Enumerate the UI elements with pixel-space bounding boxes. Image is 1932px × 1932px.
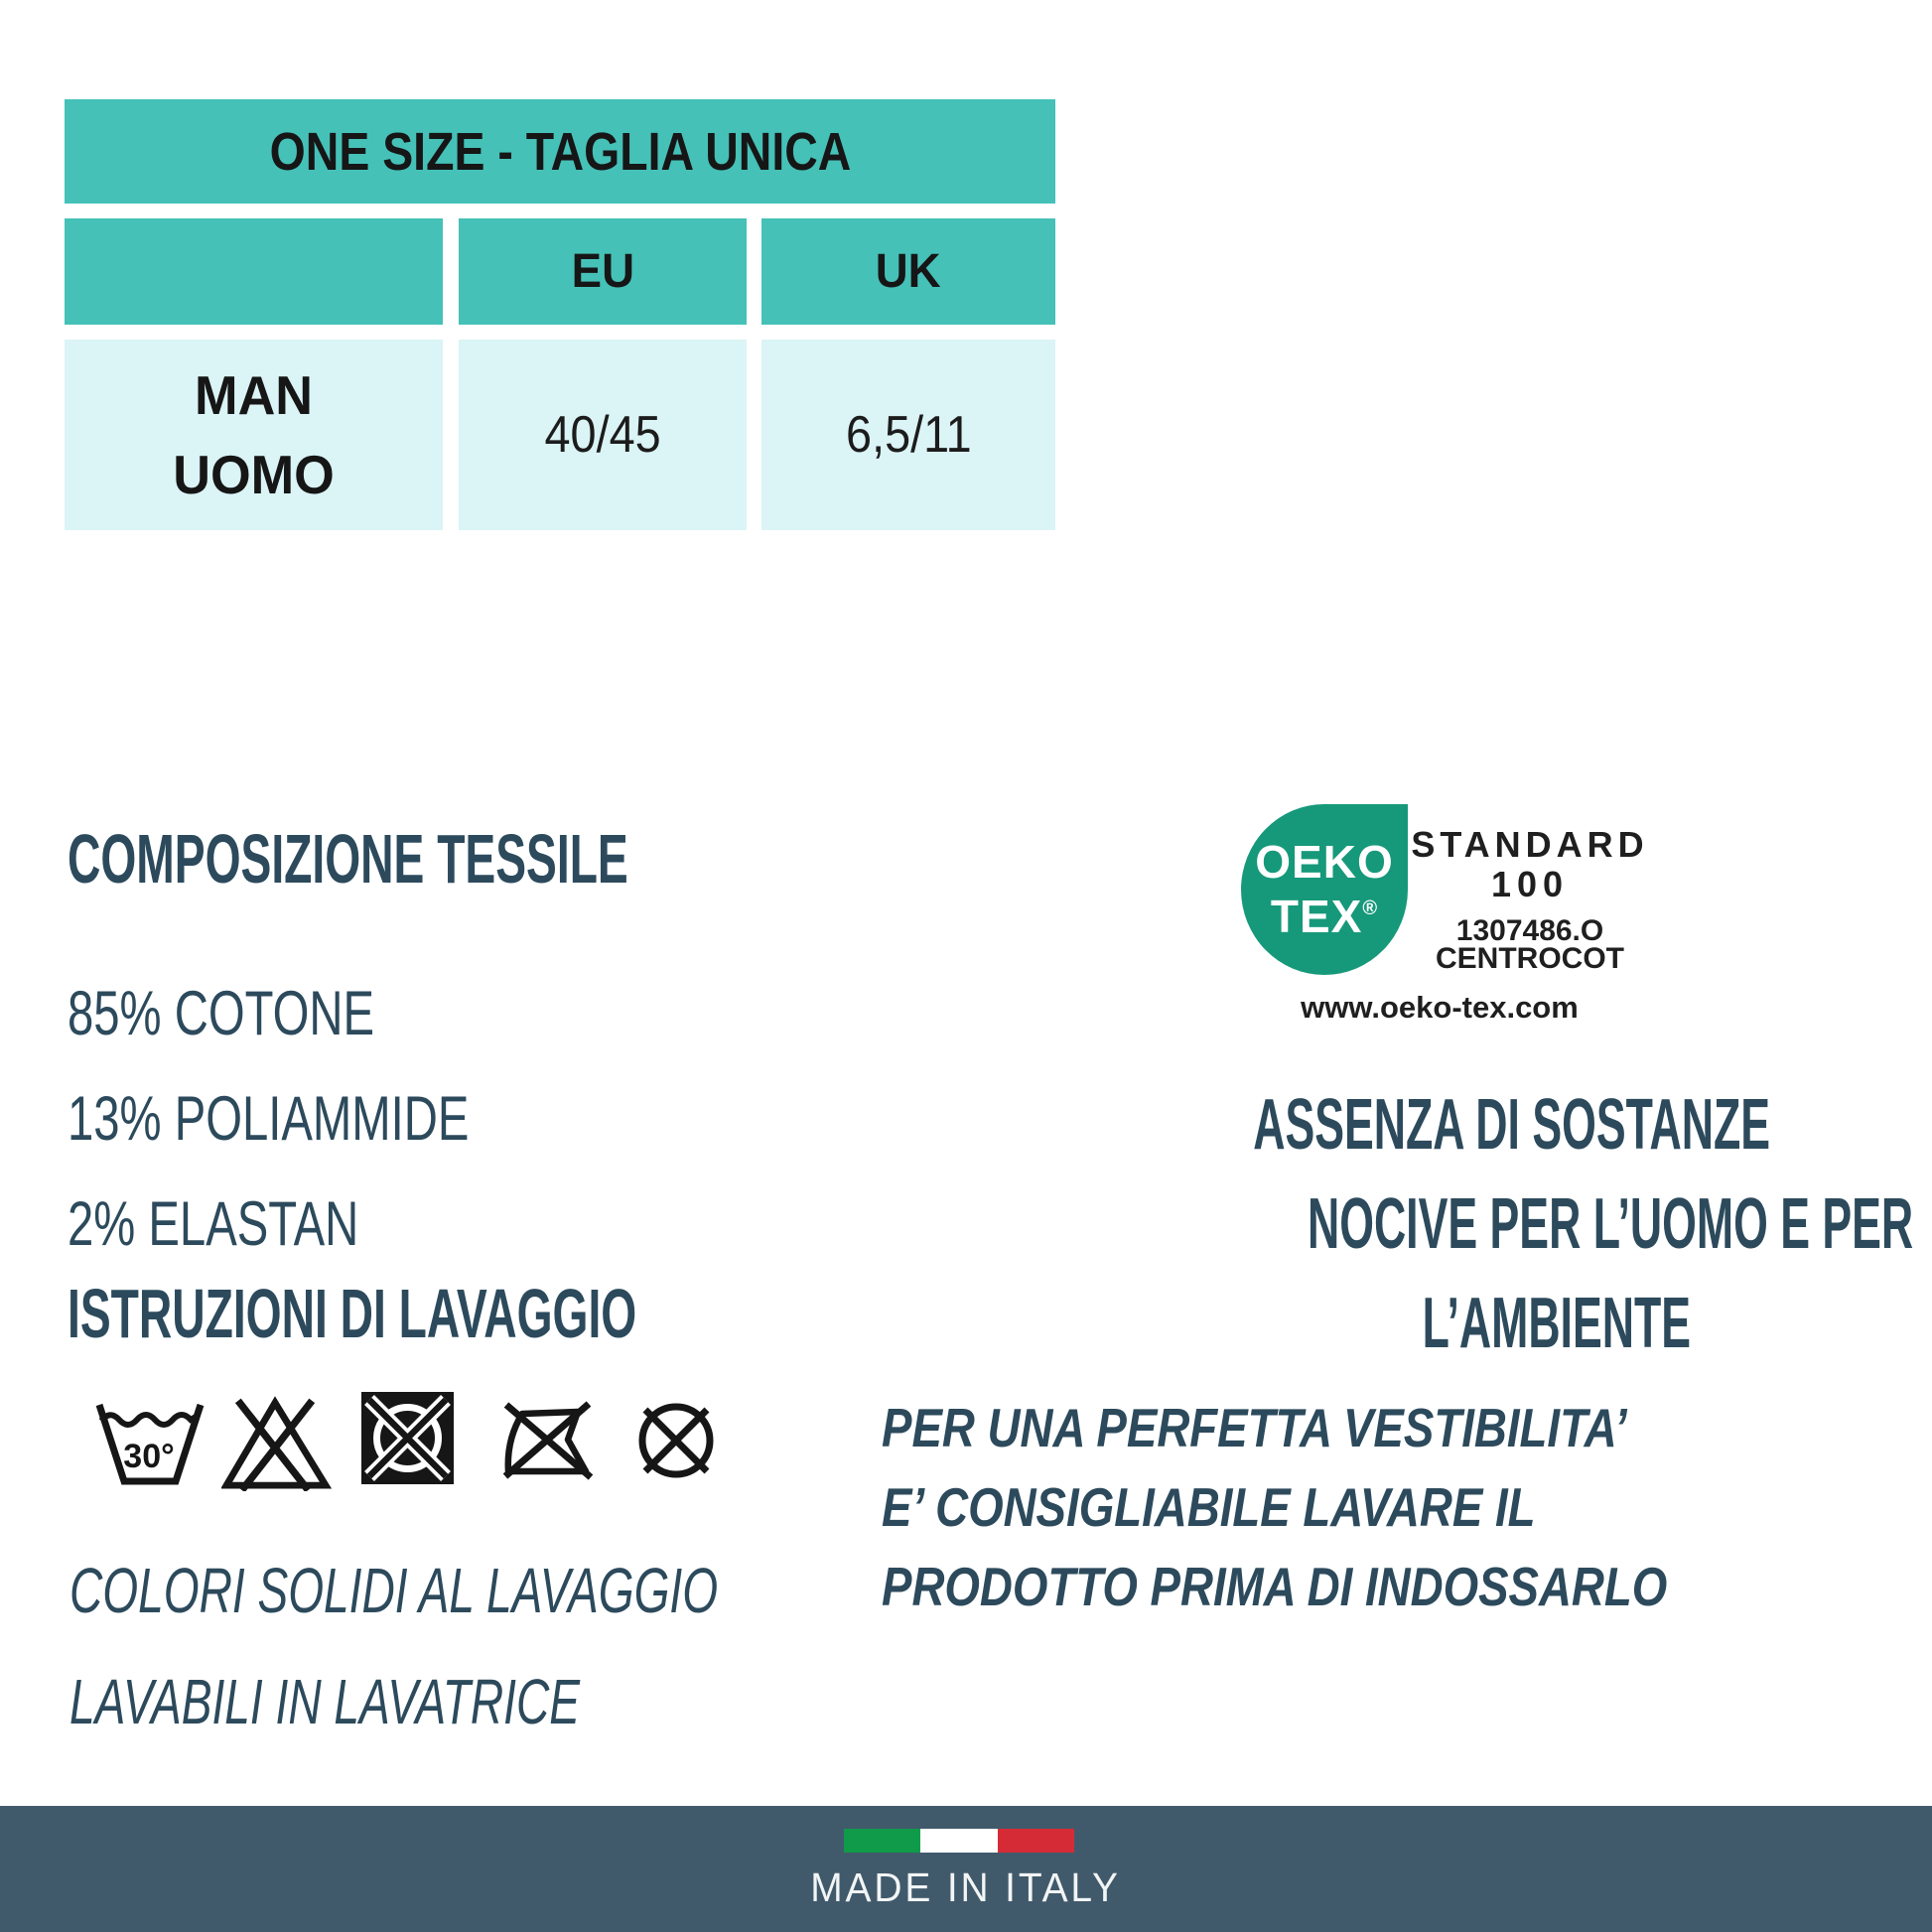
- do-not-dry-clean-icon: [631, 1398, 721, 1483]
- col-uk-label: UK: [876, 245, 941, 298]
- oeko-standard-label: STANDARD: [1411, 824, 1649, 865]
- size-table-col-eu: [459, 218, 747, 325]
- wash-30-icon: [94, 1402, 206, 1485]
- composition-title: COMPOSIZIONE TESSILE: [68, 820, 628, 897]
- registered-mark: ®: [1362, 897, 1379, 919]
- size-table-eu-value-cell: [459, 340, 747, 530]
- oeko-standard-number: 100: [1490, 864, 1570, 904]
- size-table-header-label: ONE SIZE - TAGLIA UNICA: [269, 121, 851, 182]
- do-not-bleach-icon: [221, 1396, 333, 1491]
- wash-temperature: 30°: [123, 1438, 175, 1475]
- flag-green-stripe: [844, 1829, 920, 1853]
- oeko-website: www.oeko-tex.com: [1301, 990, 1579, 1025]
- row-label: [173, 355, 335, 514]
- fit-advice-line3: PRODOTTO PRIMA DI INDOSSARLO: [882, 1556, 1668, 1617]
- size-table-row-label-cell: [65, 340, 443, 530]
- washing-note-line1: COLORI SOLIDI AL LAVAGGIO: [69, 1555, 719, 1626]
- flag-red-stripe: [998, 1829, 1074, 1853]
- oeko-tex-logo-line2: TEX®: [1270, 891, 1379, 942]
- composition-item: 85% COTONE: [68, 979, 374, 1048]
- eu-value: 40/45: [544, 406, 661, 464]
- oeko-claim: [936, 1075, 1914, 1373]
- washing-note-line2: LAVABILI IN LAVATRICE: [69, 1666, 580, 1737]
- washing-note: [69, 1535, 970, 1757]
- oeko-cert-block: [1402, 914, 1658, 975]
- size-table-col-blank: [65, 218, 443, 325]
- fit-advice: [882, 1388, 1775, 1626]
- size-table-col-uk: [761, 218, 1055, 325]
- composition-list: [68, 961, 603, 1277]
- fit-advice-line2: E’ CONSIGLIABILE LAVARE IL: [882, 1476, 1536, 1538]
- oeko-standard-block: [1402, 826, 1658, 903]
- washing-title: ISTRUZIONI DI LAVAGGIO: [68, 1275, 637, 1352]
- do-not-tumble-dry-icon: [359, 1390, 456, 1486]
- oeko-claim-line1: ASSENZA DI SOSTANZE: [1253, 1085, 1771, 1165]
- oeko-cert-body: CENTROCOT: [1436, 942, 1624, 975]
- made-in-italy-label: MADE IN ITALY: [810, 1864, 1122, 1910]
- oeko-claim-line2: NOCIVE PER L’UOMO E PER: [1307, 1184, 1914, 1264]
- size-table-header: [65, 99, 1055, 204]
- do-not-iron-icon: [498, 1400, 598, 1481]
- oeko-cert-number: 1307486.O: [1455, 914, 1604, 947]
- size-table-uk-value-cell: [761, 340, 1055, 530]
- oeko-tex-logo: [1241, 804, 1408, 975]
- uk-value: 6,5/11: [845, 406, 972, 464]
- col-eu-label: EU: [571, 245, 634, 298]
- italian-flag-icon: [844, 1829, 1074, 1853]
- composition-item: 13% POLIAMMIDE: [68, 1084, 470, 1154]
- row-label-line1: MAN: [194, 364, 313, 426]
- fit-advice-line1: PER UNA PERFETTA VESTIBILITA’: [882, 1397, 1627, 1458]
- composition-item: 2% ELASTAN: [68, 1189, 359, 1259]
- flag-white-stripe: [920, 1829, 997, 1853]
- row-label-line2: UOMO: [173, 444, 335, 505]
- oeko-tex-logo-line1: OEKO: [1255, 836, 1394, 888]
- oeko-claim-line3: L’AMBIENTE: [1422, 1284, 1691, 1363]
